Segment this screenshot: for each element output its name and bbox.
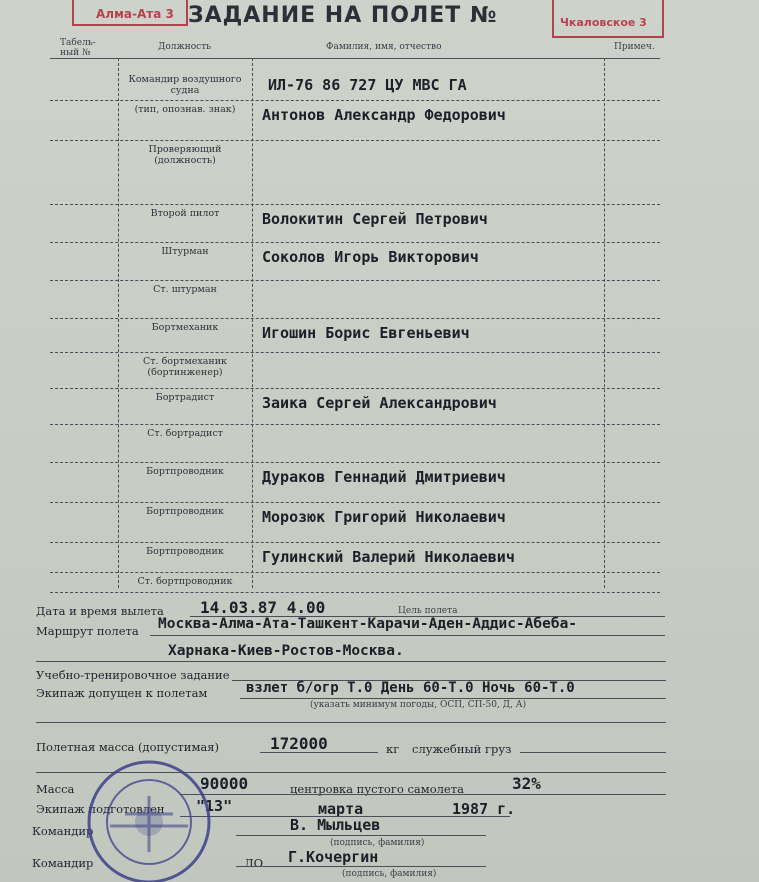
- commander2-label: Командир: [32, 856, 94, 870]
- prepared-day: "13": [196, 797, 233, 815]
- empty-mass-value: 90000: [200, 774, 249, 793]
- col-position: Должность: [158, 42, 212, 52]
- cargo-label: служебный груз: [412, 742, 512, 756]
- col-fio: Фамилия, имя, отчество: [326, 42, 442, 52]
- crew-role: Бортмеханик: [151, 322, 219, 333]
- crew-role: Ст. бортмеханик (бортинженер): [143, 356, 227, 378]
- crew-name: Морозюк Григорий Николаевич: [262, 508, 506, 526]
- commander-name: В. Мыльцев: [290, 816, 381, 834]
- crew-role: Бортпроводник: [146, 466, 224, 477]
- crew-role: Бортпроводник: [146, 546, 224, 557]
- registry-stamp-left: [72, 0, 188, 26]
- crew-name: Дураков Геннадий Дмитриевич: [262, 468, 506, 486]
- registry-stamp-right: [552, 0, 664, 38]
- crew-role: Ст. штурман: [153, 284, 217, 295]
- centering-value: 32%: [512, 774, 541, 793]
- crew-admitted-label: Экипаж допущен к полетам: [36, 686, 208, 700]
- crew-name: Игошин Борис Евгеньевич: [262, 324, 470, 342]
- prepared-month: марта: [318, 800, 364, 818]
- commander2-name: Г.Кочергин: [288, 848, 379, 866]
- training-label: Учебно-тренировочное задание: [36, 668, 230, 682]
- form-title: ЗАДАНИЕ НА ПОЛЕТ №: [188, 3, 498, 28]
- signature-note-2: (подпись, фамилия): [342, 869, 437, 879]
- col-tabel: Табель-ный №: [60, 38, 96, 58]
- crew-name: Волокитин Сергей Петрович: [262, 210, 488, 228]
- crew-admitted-value: взлет б/огр Т.0 День 60-Т.0 Ночь 60-Т.0: [246, 680, 575, 696]
- route-label: Маршрут полета: [36, 624, 139, 638]
- round-seal-icon: [80, 756, 218, 882]
- crew-name: ИЛ-76 86 727 ЦУ МВС ГА: [268, 76, 467, 94]
- empty-mass-label: Масса: [36, 782, 75, 796]
- commander2-unit: ЛО: [244, 856, 264, 870]
- purpose-label: Цель полета: [398, 606, 458, 616]
- route-line-2: Харнака-Киев-Ростов-Москва.: [168, 643, 404, 659]
- crew-role: (тип, опознав. знак): [134, 104, 236, 115]
- departure-label: Дата и время вылета: [36, 604, 164, 618]
- centering-label: центровка пустого самолета: [290, 782, 464, 796]
- crew-name: Антонов Александр Федорович: [262, 106, 506, 124]
- crew-name: Заика Сергей Александрович: [262, 394, 497, 412]
- crew-role: Бортпроводник: [146, 506, 224, 517]
- route-line-1: Москва-Алма-Ата-Ташкент-Карачи-Аден-Аддис-Абеба-: [158, 616, 578, 632]
- stamp-left-text: Алма-Ата 3: [96, 7, 174, 21]
- prepared-year: 1987 г.: [452, 800, 516, 818]
- mass-label: Полетная масса (допустимая): [36, 740, 219, 754]
- prepared-label: Экипаж подготовлен: [36, 802, 165, 816]
- minimum-note: (указать минимум погоды, ОСП, СП-50, Д, А): [310, 700, 527, 710]
- commander-label: Командир: [32, 824, 94, 838]
- mass-value: 172000: [270, 734, 328, 753]
- crew-role: Штурман: [161, 246, 209, 257]
- stamp-right-text: Чкаловское 3: [560, 16, 647, 29]
- mass-unit: кг: [386, 742, 400, 756]
- col-notes: Примеч.: [614, 42, 655, 52]
- crew-role: Бортрадист: [155, 392, 215, 403]
- crew-role: Командир воздушного судна: [128, 74, 242, 96]
- crew-name: Гулинский Валерий Николаевич: [262, 548, 515, 566]
- crew-role: Ст. бортрадист: [147, 428, 223, 439]
- crew-name: Соколов Игорь Викторович: [262, 248, 479, 266]
- crew-role: Второй пилот: [150, 208, 220, 219]
- departure-value: 14.03.87 4.00: [200, 598, 326, 617]
- crew-role: Ст. бортпроводник: [137, 576, 233, 587]
- crew-role: Проверяющий (должность): [148, 144, 222, 166]
- signature-note-1: (подпись, фамилия): [330, 838, 425, 848]
